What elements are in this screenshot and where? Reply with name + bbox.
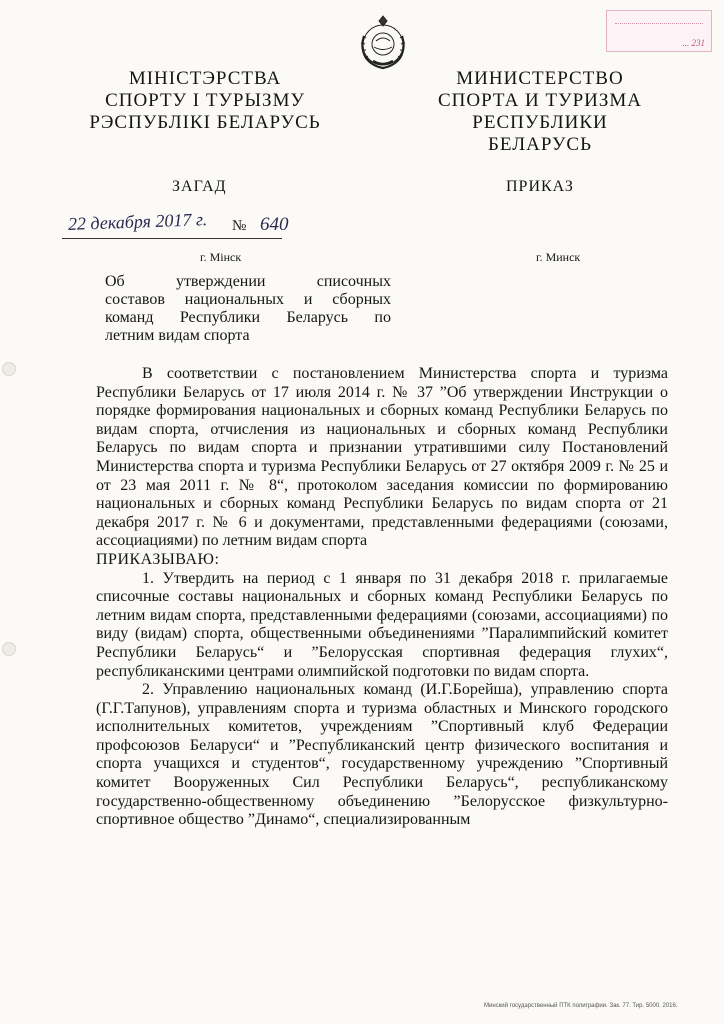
preamble-paragraph: В соответствии с постановлением Министерства спорта и туризма Республики Беларусь от 17 июля 2014 г. № 37 ”Об утверждении Инструкции о порядке формирования национальных и сборных команд Республики Беларусь по видам спорта, отчисления из национальных и сборных команд Республики Беларусь по видам спорта и признании утратившими силу Постановлений Министерства спорта и туризма Республики Беларусь от 27 октября 2009 г. № 25 и от 23 мая 2011 г. № 8“, протоколом заседания комиссии по формированию национальных и сборных команд Республики Беларусь по видам спорта от 21 декабря 2017 г. № 6 и документами, представленными федерациями (союзами, ассоциациями) по летним видам спорта: [96, 365, 668, 550]
handwritten-number: 640: [260, 214, 289, 235]
order-keyword: ПРИКАЗЫВАЮ:: [96, 550, 220, 568]
org-line: СПОРТУ І ТУРЫЗМУ: [105, 90, 305, 111]
stamp-reg-number: ... 231: [682, 38, 705, 48]
org-line: МІНІСТЭРСТВА: [128, 68, 282, 89]
registration-stamp: [606, 10, 712, 52]
org-line: РЭСПУБЛІКІ БЕЛАРУСЬ: [89, 112, 321, 133]
handwritten-date: 22 декабря 2017 г.: [67, 209, 208, 234]
doc-type-russian: ПРИКАЗ: [506, 178, 574, 195]
org-line: РЕСПУБЛИКИ БЕЛАРУСЬ: [472, 112, 608, 155]
doc-type-belarusian: ЗАГАД: [172, 178, 227, 195]
order-body: [96, 365, 668, 830]
ministry-name-belarusian: [80, 68, 330, 134]
number-sign: №: [232, 218, 247, 234]
city-belarusian: г. Мінск: [200, 250, 242, 264]
ministry-name-russian: [420, 68, 660, 156]
punch-hole: [2, 362, 16, 376]
order-subject: [105, 273, 391, 345]
subject-line: команд Республики Беларусь по: [105, 309, 391, 326]
order-item-1: 1. Утвердить на период с 1 января по 31 декабря 2018 г. прилагаемые списочные составы национальных и сборных команд Республики Беларусь по летним видам спорта, представленными федерациями (союзами, ассоциациями) по виду (видам) спорта, общественными объединениями ”Паралимпийский комитет Республики Беларусь“ и ”Белорусская спортивная федерация глухих“, республиканскими центрами олимпийской подготовки по видам спорта.: [96, 569, 668, 680]
city-russian: г. Минск: [536, 250, 581, 264]
org-line: МИНИСТЕРСТВО: [456, 68, 624, 89]
order-item-2: 2. Управлению национальных команд (И.Г.Борейша), управлению спорта (Г.Г.Тапунов), управлениям спорта и туризма областных и Минского городского исполнительных комитетов, учреждениям ”Спортивный клуб Федерации профсоюзов Беларуси“ и ”Республиканский центр физического воспитания и спорта учащихся и студентов“, государственному учреждению ”Спортивный комитет Вооруженных Сил Республики Беларусь“, республиканскому государственно-общественному объединению ”Белорусское физкультурно-спортивное общество ”Динамо“, специализированным: [96, 681, 668, 829]
print-footer: Минский государственный ПТК полиграфии. Зак. 77. Тир. 5000. 2016.: [484, 1003, 678, 1009]
state-emblem-icon: [356, 14, 410, 70]
subject-line: Об утверждении списочных: [105, 273, 391, 290]
subject-line: составов национальных и сборных: [105, 291, 391, 308]
punch-hole: [2, 642, 16, 656]
subject-line: летним видам спорта: [105, 327, 250, 344]
org-line: СПОРТА И ТУРИЗМА: [438, 90, 642, 111]
